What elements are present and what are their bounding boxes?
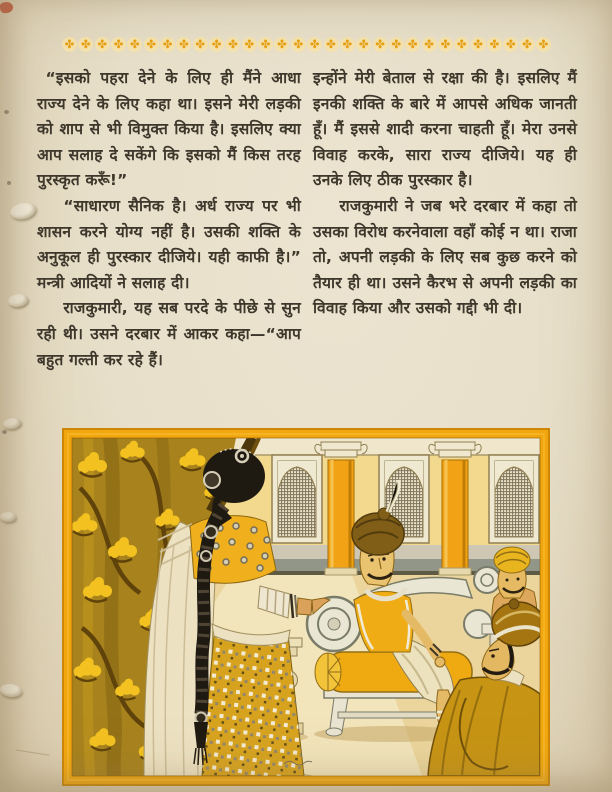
flower-ornament-icon: ✤ <box>209 37 224 52</box>
paper-dent <box>0 512 16 522</box>
flower-ornament-icon: ✤ <box>405 37 420 52</box>
paper-speck <box>7 181 11 185</box>
paper-crease <box>12 749 49 777</box>
flower-ornament-icon: ✤ <box>62 37 77 52</box>
flower-ornament-icon: ✤ <box>225 37 240 52</box>
flower-ornament-icon: ✤ <box>274 37 289 52</box>
flower-ornament-icon: ✤ <box>487 37 502 52</box>
paragraph: राजकुमारी ने जब भरे दरबार में कहा तो उसका विरोध करनेवाला वहाँ कोई न था। राजा तो, अपनी लड़की के लिए सब कुछ करने को तैयार ही था। उसने कैरभ से अपनी लड़की का विवाह किया और उसको गद्दी भी दी। <box>313 196 577 318</box>
story-column-left <box>37 66 301 373</box>
flower-ornament-icon: ✤ <box>471 37 486 52</box>
flower-ornament-icon: ✤ <box>454 37 469 52</box>
flower-ornament-icon: ✤ <box>356 37 371 52</box>
flower-ornament-icon: ✤ <box>111 37 126 52</box>
flower-ornament-icon: ✤ <box>95 37 110 52</box>
paragraph: राजकुमारी, यह सब परदे के पीछे से सुन रही थी। उसने दरबार में आकर कहा—“आप बहुत गल्ती कर रहे हैं। <box>37 299 301 369</box>
flower-ornament-icon: ✤ <box>373 37 388 52</box>
flower-ornament-icon: ✤ <box>389 37 404 52</box>
flower-ornament-icon: ✤ <box>438 37 453 52</box>
flower-ornament-icon: ✤ <box>258 37 273 52</box>
paragraph: इन्होंने मेरी बेताल से रक्षा की है। इसलिए मैं इनकी शक्ति के बारे में आपसे अधिक जानती हूँ। मैं इससे शादी करना चाहती हूँ। मेरा उनसे विवाह करके, सारा राज्य दीजिये। यह ही उनके लिए ठीक पुरस्कार है। <box>313 69 577 190</box>
flower-ornament-icon: ✤ <box>78 37 93 52</box>
paragraph: “साधारण सैनिक है। अर्ध राज्य पर भी शासन करने योग्य नहीं है। उसकी शक्ति के अनुकूल ही पुरस्कार दीजिये। यही काफी है।” मन्त्री आदियों ने सलाह दी। <box>37 196 301 292</box>
flower-ornament-icon: ✤ <box>291 37 306 52</box>
paper-speck <box>2 430 7 434</box>
ornament-border-row <box>62 37 551 52</box>
flower-ornament-icon: ✤ <box>503 37 518 52</box>
paper-dent <box>0 683 23 698</box>
flower-ornament-icon: ✤ <box>324 37 339 52</box>
flower-ornament-icon: ✤ <box>144 37 159 52</box>
flower-ornament-icon: ✤ <box>242 37 257 52</box>
paper-dent <box>7 293 29 309</box>
paragraph: “इसको पहरा देने के लिए ही मैंने आधा राज्य देने के लिए कहा था। इसने मेरी लड़की को शाप से भी विमुक्त किया है। इसलिए क्या आप सलाह दे सकेंगे कि इसको मैं किस तरह पुरस्कृत करूँ!” <box>37 69 301 190</box>
flower-ornament-icon: ✤ <box>340 37 355 52</box>
flower-ornament-icon: ✤ <box>193 37 208 52</box>
paper-dent <box>2 417 22 431</box>
corner-red-mark <box>0 1 14 14</box>
flower-ornament-icon: ✤ <box>536 37 551 52</box>
flower-ornament-icon: ✤ <box>160 37 175 52</box>
paper-speck <box>4 110 9 114</box>
flower-ornament-icon: ✤ <box>127 37 142 52</box>
paper-dent <box>9 200 38 221</box>
story-column-right <box>313 66 577 322</box>
story-illustration <box>62 428 550 786</box>
flower-ornament-icon: ✤ <box>422 37 437 52</box>
flower-ornament-icon: ✤ <box>520 37 535 52</box>
flower-ornament-icon: ✤ <box>176 37 191 52</box>
flower-ornament-icon: ✤ <box>307 37 322 52</box>
